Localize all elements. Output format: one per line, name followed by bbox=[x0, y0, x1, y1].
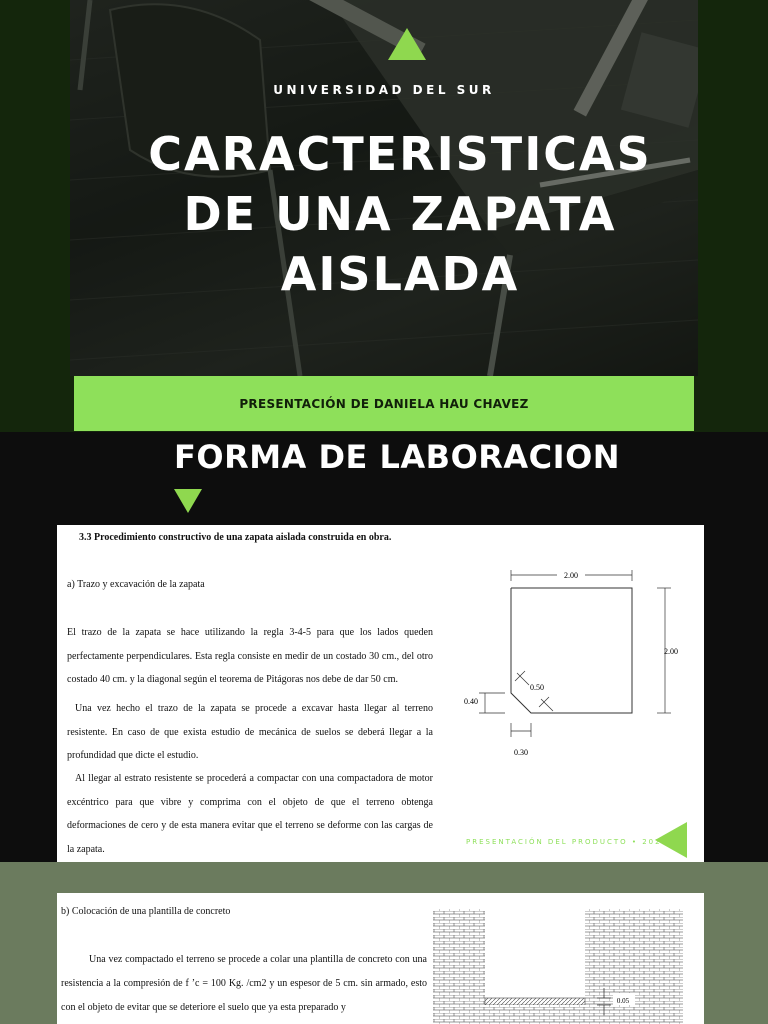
diagonal-dimension-label: 0.50 bbox=[530, 683, 544, 692]
left-dimension-label: 0.40 bbox=[464, 697, 478, 706]
bottom-dimension-label: 0.30 bbox=[514, 748, 528, 757]
page1-paragraph-3: Al llegar al estrato resistente se procederá a compactar con una compactadora de motor excéntrico para que vibre y comprima con el objeto de que el terreno obtenga deformaciones de cero y de esta manera evitar que el terreno se deforme con las cargas de la zapata. bbox=[67, 773, 433, 855]
page1-subheading: a) Trazo y excavación de la zapata bbox=[67, 579, 205, 590]
footing-plan-diagram bbox=[457, 565, 704, 805]
presenter-text: PRESENTACIÓN DE DANIELA HAU CHAVEZ bbox=[239, 396, 529, 411]
thickness-dimension-label: 0.05 bbox=[616, 997, 630, 1005]
triangle-up-icon bbox=[388, 28, 426, 60]
document-page-1 bbox=[57, 525, 704, 862]
title-line-1: CARACTERISTICAS bbox=[148, 127, 652, 181]
page2-paragraph-1: Una vez compactado el terreno se procede a colar una plantilla de concreto con una resistencia a la compresión de f ’c = 100 Kg. /cm2 y un espesor de 5 cm. sin armado, esto con el objeto de evitar que se deteriore el suelo que ya esta preparado y bbox=[61, 954, 427, 1013]
section-title: FORMA DE LABORACION bbox=[174, 438, 621, 476]
excavation-section-diagram bbox=[429, 893, 689, 1024]
title-line-2: DE UNA ZAPATA bbox=[183, 187, 617, 241]
document-page-2 bbox=[57, 893, 704, 1024]
right-dimension-label: 2.00 bbox=[664, 647, 678, 656]
triangle-left-icon bbox=[655, 822, 687, 858]
page1-paragraph-1: El trazo de la zapata se hace utilizando la regla 3-4-5 para que los lados queden perfectamente perpendiculares. Esta regla consiste en medir de un costado 30 cm., del otro costado 40 cm. y la diagonal según el teorema de Pitágoras nos debe de dar 50 cm. bbox=[67, 627, 433, 685]
page2-subheading: b) Colocación de una plantilla de concreto bbox=[61, 906, 231, 917]
university-name: UNIVERSIDAD DEL SUR bbox=[273, 83, 495, 97]
triangle-down-icon bbox=[174, 489, 202, 513]
cover-title bbox=[100, 124, 700, 304]
top-dimension-label: 2.00 bbox=[564, 571, 578, 580]
presentation-footer: PRESENTACIÓN DEL PRODUCTO • 2021 bbox=[466, 838, 669, 846]
page1-paragraph-2: Una vez hecho el trazo de la zapata se procede a excavar hasta llegar al terreno resistente. En caso de que exista estudio de mecánica de suelos se deberá llegar a la profundidad que dicte el estudio. bbox=[67, 703, 433, 761]
cover-section bbox=[0, 0, 768, 432]
title-line-3: AISLADA bbox=[280, 247, 520, 301]
presenter-banner bbox=[74, 376, 694, 431]
page1-heading: 3.3 Procedimiento constructivo de una zapata aislada construida en obra. bbox=[79, 532, 392, 543]
